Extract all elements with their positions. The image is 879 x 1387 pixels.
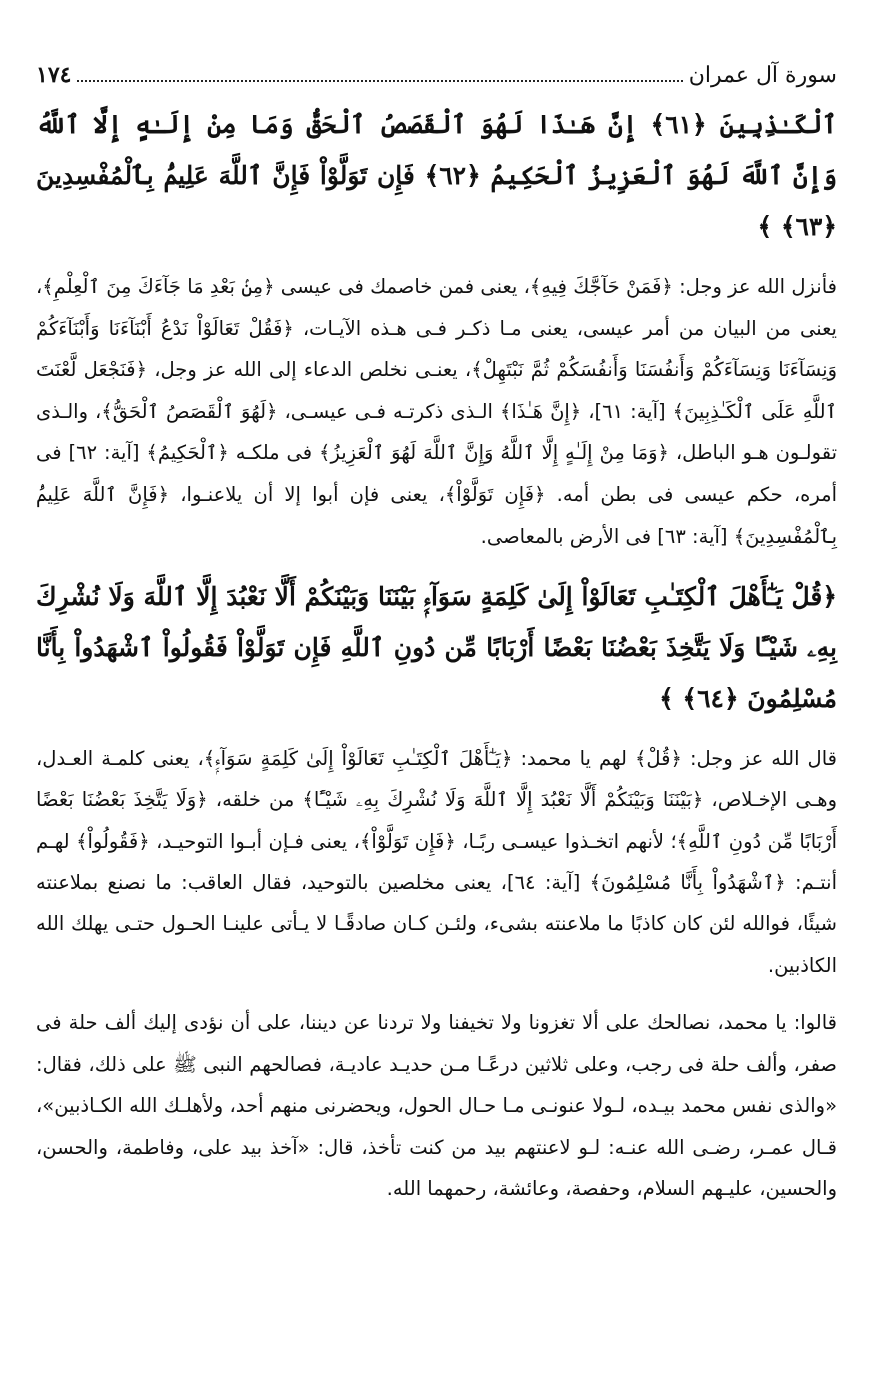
commentary-paragraph-2: قال الله عز وجل: ﴿قُلْ﴾ لهم يا محمد: ﴿يَـٰٓأَهْلَ ٱلْكِتَـٰبِ تَعَالَوْاْ إِلَىٰ كَلِمَةٍ سَوَآءِۭ﴾، يعنى كلمـة العـدل، وهـى الإخـلاص، ﴿بَيْنَنَا وَبَيْنَكُمْ أَلَّا نَعْبُدَ إِلَّا ٱللَّهَ وَلَا نُشْرِكَ بِهِۦ شَيْـًٔا﴾ من خلقه، ﴿وَلَا يَتَّخِذَ بَعْضُنَا بَعْضًا أَرْبَابًا مِّن دُونِ ٱللَّهِ﴾؛ لأنهم اتخـذوا عيسـى ربًـا، ﴿فَإِن تَوَلَّوْاْ﴾، يعنى فـإن أبـوا التوحيـد، ﴿فَقُولُواْ﴾ لهـم أنتـم: ﴿ٱشْهَدُواْ بِأَنَّا مُسْلِمُونَ﴾ [آية: ٦٤]، يعنى مخلصين بالتوحيد، فقال العاقب: ما نصنع بملاعنته شيئًا، فوالله لئن كان كاذبًا ما ملاعنته بشىء، ولئـن كـان صادقًـا لا يـأتى علينـا الحـول حتـى يهلك الله الكاذبين.	[36, 747, 838, 977]
surah-title: سورة آل عمران	[688, 63, 837, 88]
commentary-paragraph-1: فأنزل الله عز وجل: ﴿فَمَنْ حَآجَّكَ فِيهِ﴾، يعنى فمن خاصمك فى عيسى ﴿مِنۢ بَعْدِ مَا جَآءَكَ مِنَ ٱلْعِلْمِ﴾، يعنى من البيان من أمر عيسى، يعنى مـا ذكـر فـى هـذه الآيـات، ﴿فَقُلْ تَعَالَوْاْ نَدْعُ أَبْنَآءَنَا وَأَبْنَآءَكُمْ وَنِسَآءَنَا وَنِسَآءَكُمْ وَأَنفُسَنَا وَأَنفُسَكُمْ ثُمَّ نَبْتَهِلْ﴾، يعنـى نخلص الدعاء إلى الله عز وجل، ﴿فَنَجْعَل لَّعْنَتَ ٱللَّهِ عَلَى ٱلْكَـٰذِبِينَ﴾ [آية: ٦١]، ﴿إِنَّ هَـٰذَا﴾ الـذى ذكرتـه فـى عيسـى، ﴿لَهُوَ ٱلْقَصَصُ ٱلْحَقُّ﴾، والـذى تقولـون هـو الباطل، ﴿وَمَا مِنْ إِلَـٰهٍ إِلَّا ٱللَّهُ وَإِنَّ ٱللَّهَ لَهُوَ ٱلْعَزِيزُ﴾ فى ملكـه ﴿ٱلْحَكِيمُ﴾ [آية: ٦٢] فى أمره، حكم عيسى فى بطن أمه. ﴿فَإِن تَوَلَّوْاْ﴾، يعنى فإن أبوا إلا أن يلاعنـوا، ﴿فَإِنَّ ٱللَّهَ عَلِيمُۢ بِٱلْمُفْسِدِينَ﴾ [آية: ٦٣] فى الأرض بالمعاصى.	[36, 275, 837, 548]
quran-verse-64: ﴿قُلْ يَـٰٓأَهْلَ ٱلْكِتَـٰبِ تَعَالَوْاْ إِلَىٰ كَلِمَةٍ سَوَآءِۭ بَيْنَنَا وَبَيْنَكُمْ أَلَّا نَعْبُدَ إِلَّا ٱللَّهَ وَلَا نُشْرِكَ بِهِۦ شَيْـًٔا وَلَا يَتَّخِذَ بَعْضُنَا بَعْضًا أَرْبَابًا مِّن دُونِ ٱللَّهِ فَإِن تَوَلَّوْاْ فَقُولُواْ ٱشْهَدُواْ بِأَنَّا مُسْلِمُونَ ﴿٦٤﴾ ﴾	[36, 582, 837, 714]
commentary-paragraph-3: قالوا: يا محمد، نصالحك على ألا تغزونا ولا تخيفنا ولا تردنا عن ديننا، على أن نؤدى إليك ألف حلة فى صفر، وألف حلة فى رجب، وعلى ثلاثين درعًـا مـن حديـد عاديـة، فصالحهم النبى ﷺ على ذلك، فقال: «والذى نفس محمد بيـده، لـولا عنونـى مـا حـال الحول، ويحضرنى منهم أحد، ولأهلـك الله الكـاذبين»، قـال عمـر، رضـى الله عنـه: لـو لاعنتهم بيد من كنت تأخذ، قال: «آخذ بيد على، وفاطمة، والحسن، والحسين، عليـهم السلام، وحفصة، وعائشة، رحمهما الله.	[36, 1010, 837, 1201]
page-header	[36, 60, 837, 91]
leader-dots	[77, 79, 682, 82]
quran-verse-61-63: ٱلْكَـٰذِبِينَ ﴿٦١﴾ إِنَّ هَـٰذَا لَهُوَ ٱلْقَصَصُ ٱلْحَقُّ وَمَا مِنْ إِلَـٰهٍ إِلَّا ٱللَّهُ وَإِنَّ ٱللَّهَ لَهُوَ ٱلْعَزِيزُ ٱلْحَكِيمُ ﴿٦٢﴾ فَإِن تَوَلَّوْاْ فَإِنَّ ٱللَّهَ عَلِيمُۢ بِٱلْمُفْسِدِينَ ﴿٦٣﴾ ﴾	[36, 110, 837, 241]
page-number: ١٧٤	[36, 62, 72, 88]
